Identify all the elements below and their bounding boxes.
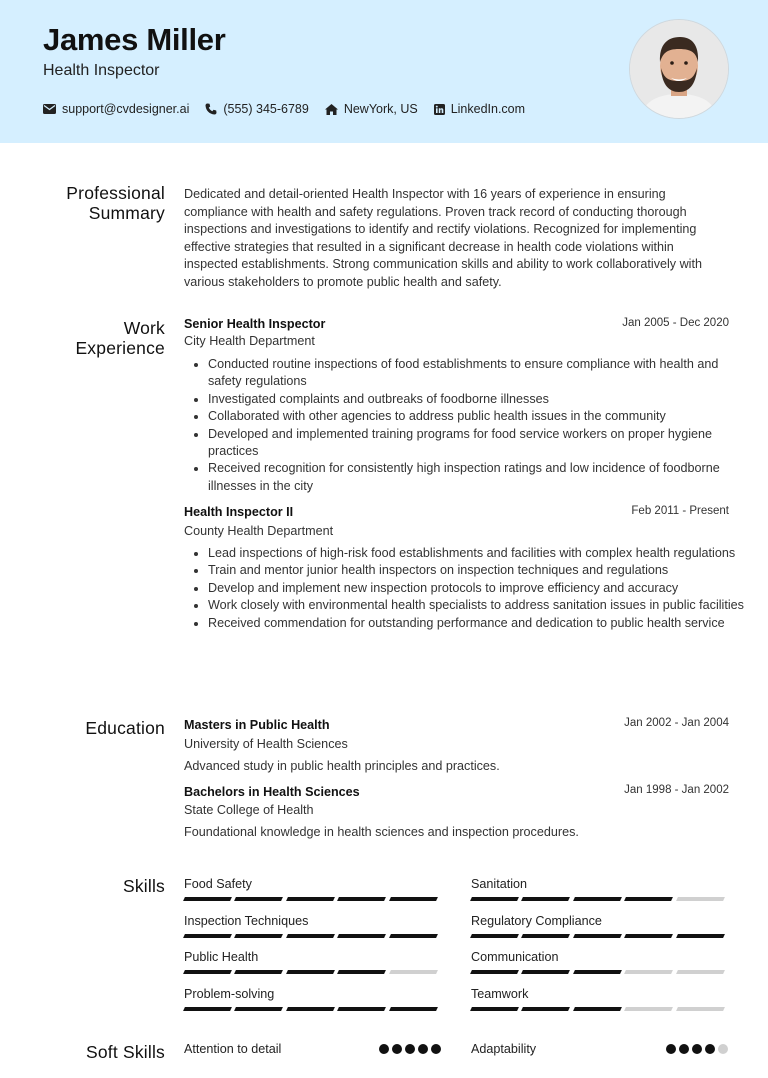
rating-dot	[418, 1044, 428, 1054]
job-title: Health Inspector II	[184, 505, 294, 519]
skill-item	[184, 987, 441, 1011]
skill-level-segment	[470, 1007, 519, 1011]
skill-level-segment	[389, 1007, 438, 1011]
rating-dot	[666, 1044, 676, 1054]
contact-row	[43, 102, 541, 116]
phone-text: (555) 345-6789	[223, 102, 309, 116]
skill-level-segment	[234, 1007, 283, 1011]
envelope-icon	[43, 104, 56, 114]
education-date: Jan 1998 - Jan 2002	[624, 784, 729, 796]
skill-level-bar	[471, 1007, 728, 1011]
skill-level-segment	[676, 970, 725, 974]
skill-item	[184, 914, 441, 938]
candidate-name: James Miller	[43, 22, 226, 57]
skill-item	[184, 877, 441, 901]
skill-level-segment	[624, 934, 673, 938]
skill-level-segment	[624, 1007, 673, 1011]
skill-level-bar	[184, 897, 441, 901]
skill-name: Public Health	[184, 950, 259, 964]
rating-dot	[718, 1044, 728, 1054]
skill-level-segment	[470, 934, 519, 938]
section-title-summary	[40, 183, 165, 223]
skill-level-segment	[183, 934, 232, 938]
rating-dot	[431, 1044, 441, 1054]
skill-level-segment	[337, 934, 386, 938]
section-title-work	[40, 318, 165, 358]
summary-text: Dedicated and detail-oriented Health Inspector with 16 years of experience in ensuring compliance with health and safety regulations. Proven track record of conducting thorough inspections and investigations to identify and rectify violations. Recognized for implementing effective strategies that resulted in a significant decrease in health code violations within inspected establishments. Strong communication skills and ability to work collaboratively with various stakeholders to promote public health and safety.	[184, 187, 702, 289]
education-degree: Bachelors in Health Sciences	[184, 785, 360, 799]
skill-level-segment	[573, 934, 622, 938]
rating-dot	[392, 1044, 402, 1054]
education-description: Foundational knowledge in health sciences and inspection procedures.	[184, 825, 579, 839]
skill-level-segment	[337, 1007, 386, 1011]
job-bullets	[184, 356, 754, 495]
linkedin-text: LinkedIn.com	[450, 102, 526, 116]
rating-dot	[705, 1044, 715, 1054]
skill-level-bar	[184, 934, 441, 938]
skill-level-segment	[676, 1007, 725, 1011]
job-org: City Health Department	[184, 334, 315, 348]
rating-dot	[379, 1044, 389, 1054]
job-date: Feb 2011 - Present	[631, 505, 729, 517]
skill-name: Regulatory Compliance	[471, 914, 602, 928]
skill-level-segment	[521, 1007, 570, 1011]
skill-level-segment	[470, 970, 519, 974]
section-title-skills: Skills	[122, 876, 165, 896]
email-text: support@cvdesigner.ai	[62, 102, 190, 116]
job-date: Jan 2005 - Dec 2020	[622, 317, 729, 329]
skill-level-segment	[521, 934, 570, 938]
skill-level-segment	[521, 970, 570, 974]
work-title-line-1: Work	[123, 318, 165, 338]
skill-level-segment	[234, 897, 283, 901]
skill-level-bar	[471, 970, 728, 974]
skill-item	[471, 877, 728, 901]
education-school: University of Health Sciences	[184, 737, 348, 751]
education-date: Jan 2002 - Jan 2004	[624, 717, 729, 729]
skill-level-segment	[337, 970, 386, 974]
skill-level-segment	[624, 970, 673, 974]
skill-level-segment	[389, 934, 438, 938]
skill-level-segment	[573, 1007, 622, 1011]
soft-skill-item	[471, 1042, 728, 1056]
skill-level-segment	[286, 897, 335, 901]
skill-level-segment	[573, 897, 622, 901]
skill-level-segment	[234, 934, 283, 938]
rating-dot	[405, 1044, 415, 1054]
skill-level-segment	[470, 897, 519, 901]
skill-level-bar	[184, 1007, 441, 1011]
skill-level-segment	[183, 897, 232, 901]
skill-name: Problem-solving	[184, 987, 275, 1001]
skill-name: Communication	[471, 950, 559, 964]
list-item: Received commendation for outstanding performance and dedication to public health service	[208, 615, 754, 632]
skill-item	[471, 987, 728, 1011]
education-school: State College of Health	[184, 803, 314, 817]
skill-name: Sanitation	[471, 877, 528, 891]
education-degree: Masters in Public Health	[184, 718, 330, 732]
contact-location[interactable]	[325, 102, 418, 116]
skill-level-segment	[183, 1007, 232, 1011]
job-org: County Health Department	[184, 524, 334, 538]
phone-icon	[205, 103, 217, 115]
list-item: Develop and implement new inspection protocols to improve efficiency and accuracy	[208, 580, 754, 597]
list-item: Conducted routine inspections of food establishments to ensure compliance with health and safety regulations	[208, 356, 754, 391]
skill-name: Teamwork	[471, 987, 529, 1001]
candidate-role: Health Inspector	[43, 62, 160, 79]
skill-item	[471, 914, 728, 938]
job-bullets	[184, 545, 754, 632]
soft-skill-name: Adaptability	[471, 1042, 537, 1056]
skill-level-bar	[471, 897, 728, 901]
list-item: Lead inspections of high-risk food establishments and facilities with complex health regulations	[208, 545, 754, 562]
skill-level-segment	[286, 934, 335, 938]
section-title-soft-skills: Soft Skills	[85, 1042, 165, 1062]
soft-skill-rating	[376, 1044, 441, 1054]
list-item: Train and mentor junior health inspectors on inspection techniques and regulations	[208, 562, 754, 579]
summary-title-line-2: Summary	[88, 203, 165, 223]
home-icon	[325, 104, 338, 115]
contact-linkedin[interactable]	[434, 102, 525, 116]
profile-photo	[629, 19, 729, 119]
skill-level-segment	[676, 934, 725, 938]
skill-level-bar	[184, 970, 441, 974]
skill-level-segment	[286, 1007, 335, 1011]
skill-level-segment	[676, 897, 725, 901]
list-item: Collaborated with other agencies to address public health issues in the community	[208, 408, 754, 425]
skill-level-segment	[286, 970, 335, 974]
list-item: Investigated complaints and outbreaks of foodborne illnesses	[208, 391, 754, 408]
section-title-education: Education	[85, 718, 165, 738]
soft-skill-rating	[663, 1044, 728, 1054]
skill-name: Food Safety	[184, 877, 252, 891]
header-banner	[0, 0, 768, 143]
soft-skill-item	[184, 1042, 441, 1056]
list-item: Work closely with environmental health specialists to address sanitation issues in public facilities	[208, 597, 754, 614]
soft-skill-name: Attention to detail	[184, 1042, 282, 1056]
skill-item	[471, 950, 728, 974]
skill-name: Inspection Techniques	[184, 914, 309, 928]
skill-level-segment	[624, 897, 673, 901]
skill-level-segment	[521, 897, 570, 901]
job-title: Senior Health Inspector	[184, 317, 326, 331]
skill-level-segment	[389, 897, 438, 901]
summary-title-line-1: Professional	[66, 183, 165, 203]
rating-dot	[692, 1044, 702, 1054]
skill-level-segment	[573, 970, 622, 974]
contact-email[interactable]	[43, 102, 189, 116]
location-text: NewYork, US	[343, 102, 418, 116]
skill-level-segment	[234, 970, 283, 974]
skill-level-segment	[183, 970, 232, 974]
skill-level-segment	[389, 970, 438, 974]
skill-level-segment	[337, 897, 386, 901]
rating-dot	[679, 1044, 689, 1054]
skill-item	[184, 950, 441, 974]
education-description: Advanced study in public health principles and practices.	[184, 759, 500, 773]
contact-phone[interactable]	[205, 102, 308, 116]
list-item: Received recognition for consistently high inspection ratings and low incidence of foodborne illnesses in the city	[208, 460, 754, 495]
linkedin-icon	[434, 104, 445, 115]
skill-level-bar	[471, 934, 728, 938]
work-title-line-2: Experience	[75, 338, 165, 358]
list-item: Developed and implemented training programs for food service workers on proper hygiene practices	[208, 426, 754, 461]
